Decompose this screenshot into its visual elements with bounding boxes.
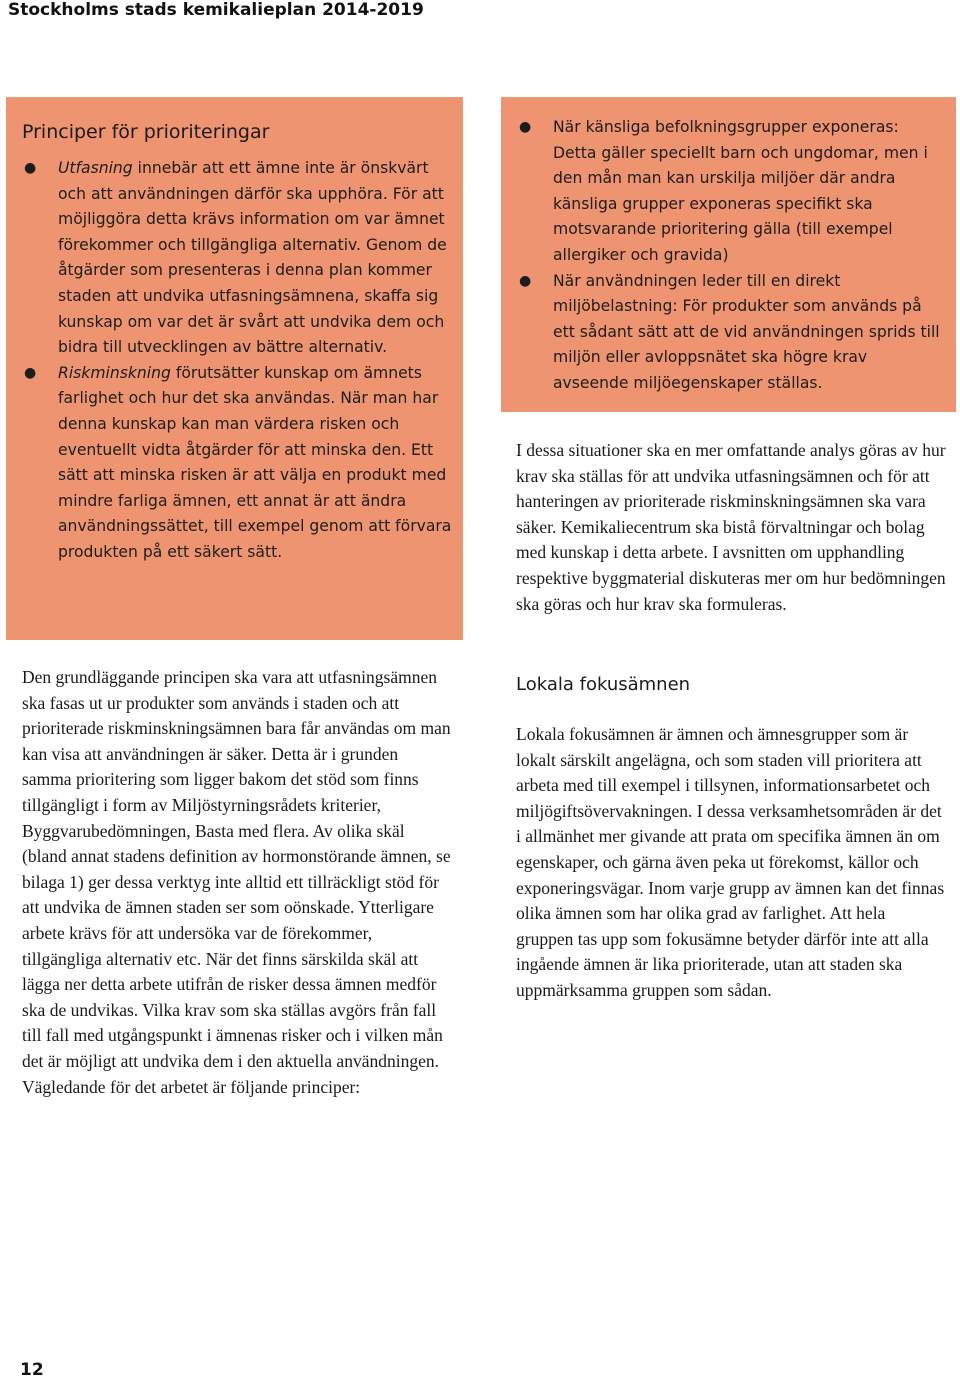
list-item	[517, 115, 946, 269]
exposure-list	[517, 115, 946, 397]
list-item	[517, 269, 946, 397]
page-number: 12	[20, 1360, 44, 1380]
priorities-box	[6, 97, 463, 640]
bullet-icon: ●	[519, 119, 532, 135]
exposure-box	[501, 97, 956, 412]
term-riskminskning: Riskminskning	[58, 363, 171, 382]
bullet-icon: ●	[24, 364, 37, 381]
term-utfasning: Utfasning	[58, 159, 133, 177]
right-column-paragraph-2: Lokala fokusämnen är ämnen och ämnesgrupper som är lokalt särskilt angelägna, och som staden vill prioritera att arbeta med till exempel i tillsynen, informationsarbetet och miljögiftsövervakningen. I dessa verksamhetsområden är det i allmänhet mer givande att prata om specifika ämnen än om egenskaper, och gärna även peka ut förekomst, källor och exponeringsvägar. Inom varje grupp av ämnen kan det finnas olika ämnen som har olika grad av farlighet. Att hela gruppen tas upp som fokusämne betyder därför inte att alla ingående ämnen är lika prioriterade, utan att staden ska uppmärksamma gruppen som sådan.	[516, 724, 945, 1000]
priorities-list	[22, 156, 453, 566]
section-heading: Lokala fokusämnen	[516, 674, 691, 695]
item-text: förutsätter kunskap om ämnets farlighet och hur det ska användas. När man har denna kunskap kan man värdera risken och eventuellt vidta åtgärder för att minska den. Ett sätt att minska risken är att välja en produkt med mindre farliga ämnen, ett annat är att ändra användningssättet, till exempel genom att förvara produkten på ett säkert sätt.	[58, 363, 452, 561]
right-column-paragraph-1: I dessa situationer ska en mer omfattande analys göras av hur krav ska ställas för att undvika utfasningsämnen och för att hanteringen av prioriterade riskminskningsämnen ska vara säker. Kemikaliecentrum ska bistå förvaltningar och bolag med kunskap i detta arbete. I avsnitten om upphandling respektive byggmaterial diskuteras mer om hur bedömningen ska göras och hur krav ska formuleras.	[516, 440, 946, 614]
box-title: Principer för prioriteringar	[22, 121, 270, 143]
list-item-utfasning	[22, 156, 453, 361]
list-item-riskminskning	[22, 361, 453, 566]
document-header: Stockholms stads kemikalieplan 2014-2019	[8, 0, 424, 20]
bullet-icon: ●	[24, 160, 37, 176]
item-text: När känsliga befolkningsgrupper exponeras: Detta gäller speciellt barn och ungdomar, men i den mån man kan urskilja miljöer där andra känsliga grupper exponeras specifikt ska motsvarande prioritering gälla (till exempel allergiker och gravida)	[553, 118, 928, 264]
bullet-icon: ●	[519, 272, 532, 289]
item-text: När användningen leder till en direkt miljöbelastning: För produkter som används på ett sådant sätt att de vid användningen sprids till miljön eller avloppsnätet ska högre krav avseende miljöegenskaper ställas.	[553, 271, 940, 392]
item-text: innebär att ett ämne inte är önskvärt och att användningen därför ska upphöra. För att möjliggöra detta krävs information om var ämnet förekommer och tillgängliga alternativ. Genom de åtgärder som presenteras i denna plan kommer staden att undvika utfasningsämnena, skaffa sig kunskap om var det är svårt att undvika dem och bidra till utvecklingen av bättre alternativ.	[58, 159, 447, 357]
left-column-paragraph: Den grundläggande principen ska vara att utfasningsämnen ska fasas ut ur produkter som används i staden och att prioriterade riskminskningsämnen bara får användas om man kan visa att användningen är säker. Detta är i grunden samma prioritering som ligger bakom det stöd som finns tillgängligt i form av Miljöstyrningsrådets kriterier, Byggvarubedömningen, Basta med flera. Av olika skäl (bland annat stadens definition av hormonstörande ämnen, se bilaga 1) ger dessa verktyg inte alltid ett tillräckligt stöd för att undvika de ämnen staden ser som oönskade. Ytterligare arbete krävs för att undersöka var de förekommer, tillgängliga alternativ etc. När det finns särskilda skäl att lägga ner detta arbete utifrån de risker dessa ämnen medför ska de undvikas. Vilka krav som ska ställas avgörs från fall till fall med utgångspunkt i ämnenas risker och i vilken mån det är möjligt att undvika dem i den aktuella användningen. Vägledande för det arbetet är följande principer:	[22, 667, 451, 1097]
